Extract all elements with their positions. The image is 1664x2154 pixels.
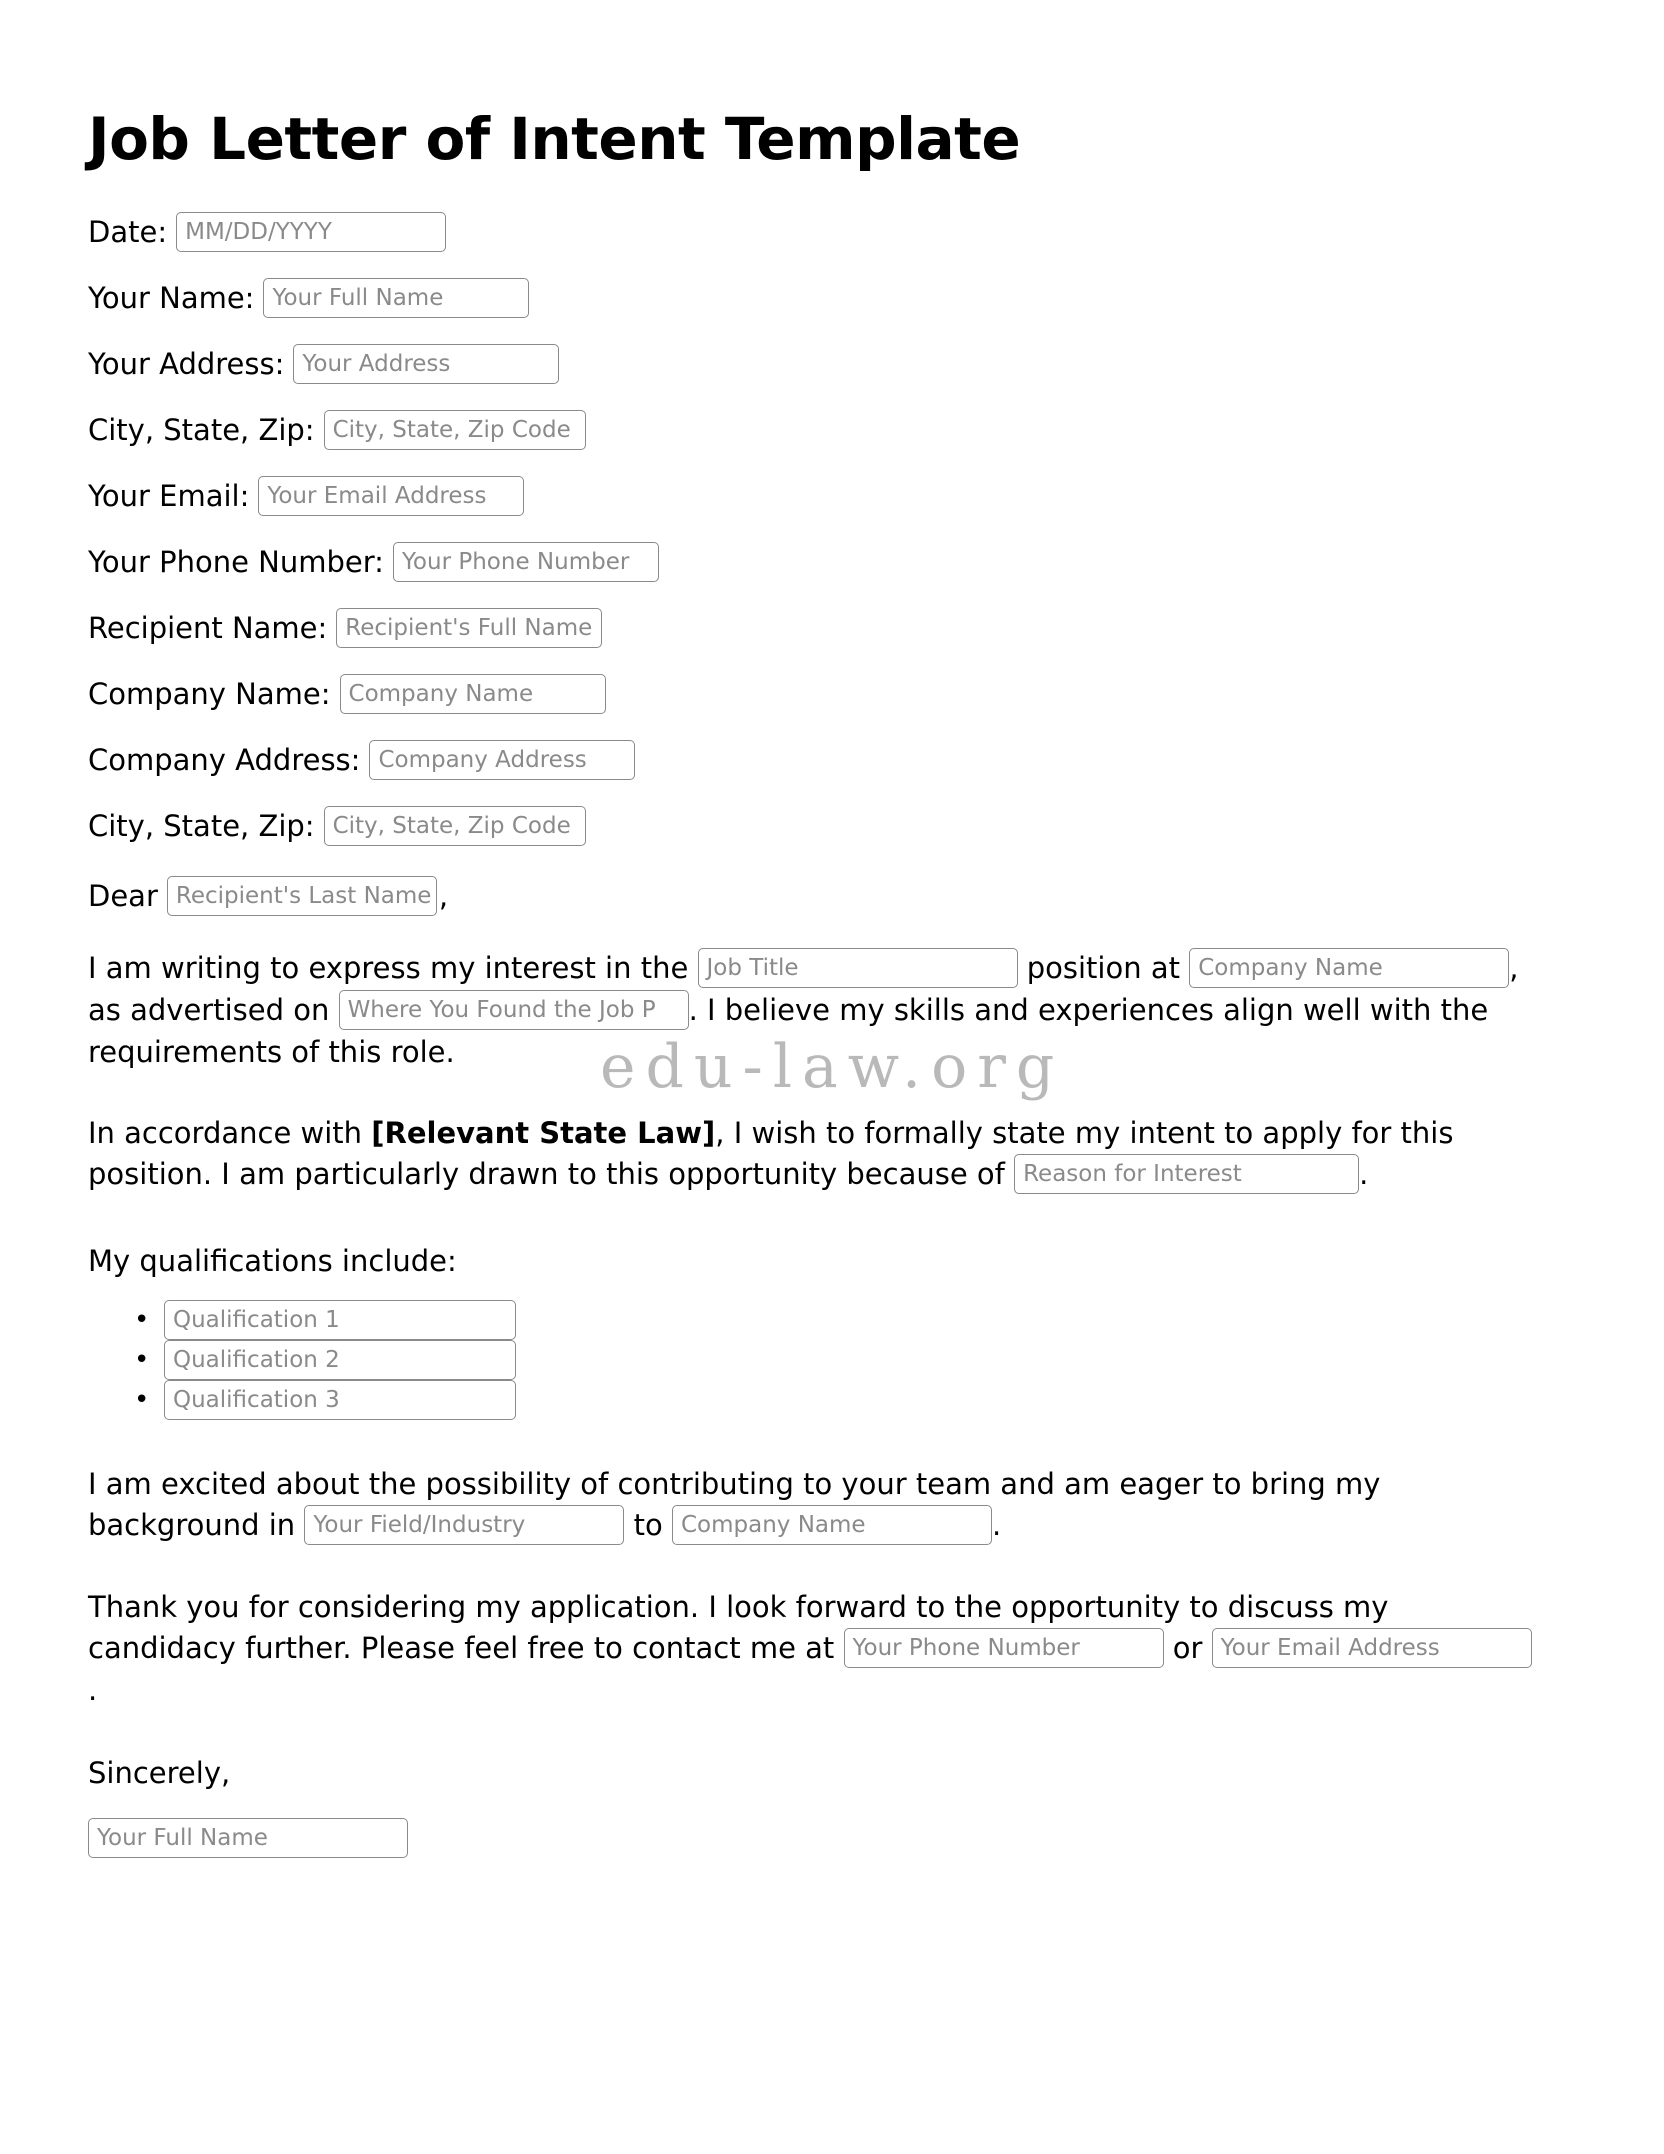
your-address-input[interactable]: Your Address [293,344,559,384]
salutation-row [88,876,1540,916]
para1-text-1: I am writing to express my interest in the [88,950,689,985]
para4-text-3: . [88,1673,98,1708]
field-row-your-name [88,278,1540,318]
page-title: Job Letter of Intent Template [88,105,1021,173]
para3-text-1: I am excited about the possibility of contributing to your team and am eager to bring my background in [88,1467,1381,1543]
document-content [88,0,1540,1858]
bullet-icon: • [134,1305,150,1336]
job-title-input[interactable]: Job Title [698,948,1018,988]
para3-text-3: . [991,1508,1002,1543]
qualification-3-input[interactable]: Qualification 3 [164,1380,516,1420]
signature-name-input[interactable]: Your Full Name [88,1818,408,1858]
your-phone-input[interactable]: Your Phone Number [393,542,659,582]
your-name-input[interactable]: Your Full Name [263,278,529,318]
qualifications-heading: My qualifications include: [88,1244,457,1279]
field-label-your-address: Your Address: [88,346,285,381]
paragraph-intent-intro [88,948,1540,1073]
para1-text-3: , as advertised on [88,950,1519,1027]
signature-row [88,1818,1540,1858]
qualification-1-input[interactable]: Qualification 1 [164,1300,516,1340]
field-label-your-email: Your Email: [88,478,250,513]
paragraph-excited [88,1464,1540,1547]
date-input[interactable]: MM/DD/YYYY [176,212,446,252]
job-source-input[interactable]: Where You Found the Job P [339,990,689,1030]
salutation-prefix: Dear [88,878,158,913]
field-row-your-city-state-zip [88,410,1540,450]
field-label-company-city-state-zip: City, State, Zip: [88,808,315,843]
para2-text-3: . [1359,1157,1369,1192]
qualification-2-input[interactable]: Qualification 2 [164,1340,516,1380]
para1-text-4: . I believe my skills and experiences align well with the requirements of this role. [88,992,1489,1069]
your-field-industry-input[interactable]: Your Field/Industry [304,1505,624,1545]
para4-text-2: or [1172,1631,1203,1666]
contact-email-input[interactable]: Your Email Address [1212,1628,1532,1668]
salutation-suffix: , [438,878,449,913]
field-label-your-name: Your Name: [88,280,255,315]
list-item [134,1380,1540,1420]
relevant-state-law-placeholder: [Relevant State Law] [371,1115,716,1150]
field-row-recipient-name [88,608,1540,648]
field-label-company-address: Company Address: [88,742,361,777]
field-row-your-phone [88,542,1540,582]
para3-text-2: to [633,1508,663,1543]
field-row-company-name [88,674,1540,714]
para2-text-1: In accordance with [88,1115,363,1150]
recipient-last-name-input[interactable]: Recipient's Last Name [167,876,437,916]
para1-text-2: position at [1026,950,1180,985]
field-label-date: Date: [88,214,168,249]
paragraph-thank-you [88,1587,1540,1711]
bullet-icon: • [134,1345,150,1376]
para2-text-2: , I wish to formally state my intent to apply for this position. I am particularly drawn to this opportunity because of [88,1115,1454,1192]
field-row-company-city-state-zip [88,806,1540,846]
bullet-icon: • [134,1385,150,1416]
company-city-state-zip-input[interactable]: City, State, Zip Code [324,806,586,846]
list-item [134,1340,1540,1380]
company-address-input[interactable]: Company Address [369,740,635,780]
list-item [134,1300,1540,1340]
your-email-input[interactable]: Your Email Address [258,476,524,516]
field-label-company-name: Company Name: [88,676,331,711]
para4-text-1: Thank you for considering my application. I look forward to the opportunity to discuss my candidacy further. Please feel free to contact me at [88,1590,1389,1666]
watermark-edu-law-org: edu-law.org [600,1032,1065,1102]
field-row-date [88,212,1540,252]
your-city-state-zip-input[interactable]: City, State, Zip Code [324,410,586,450]
reason-for-interest-input[interactable]: Reason for Interest [1014,1154,1359,1194]
company-name-closing-input[interactable]: Company Name [672,1505,992,1545]
field-row-your-address [88,344,1540,384]
company-name-input[interactable]: Company Name [340,674,606,714]
qualifications-list [88,1300,1540,1420]
field-row-your-email [88,476,1540,516]
contact-phone-input[interactable]: Your Phone Number [844,1628,1164,1668]
field-label-your-city-state-zip: City, State, Zip: [88,412,315,447]
sign-off-text: Sincerely, [88,1755,231,1790]
company-name-inline-input[interactable]: Company Name [1189,948,1509,988]
recipient-name-input[interactable]: Recipient's Full Name [336,608,602,648]
field-row-company-address [88,740,1540,780]
field-label-your-phone: Your Phone Number: [88,544,384,579]
paragraph-state-law [88,1113,1540,1196]
field-label-recipient-name: Recipient Name: [88,610,328,645]
